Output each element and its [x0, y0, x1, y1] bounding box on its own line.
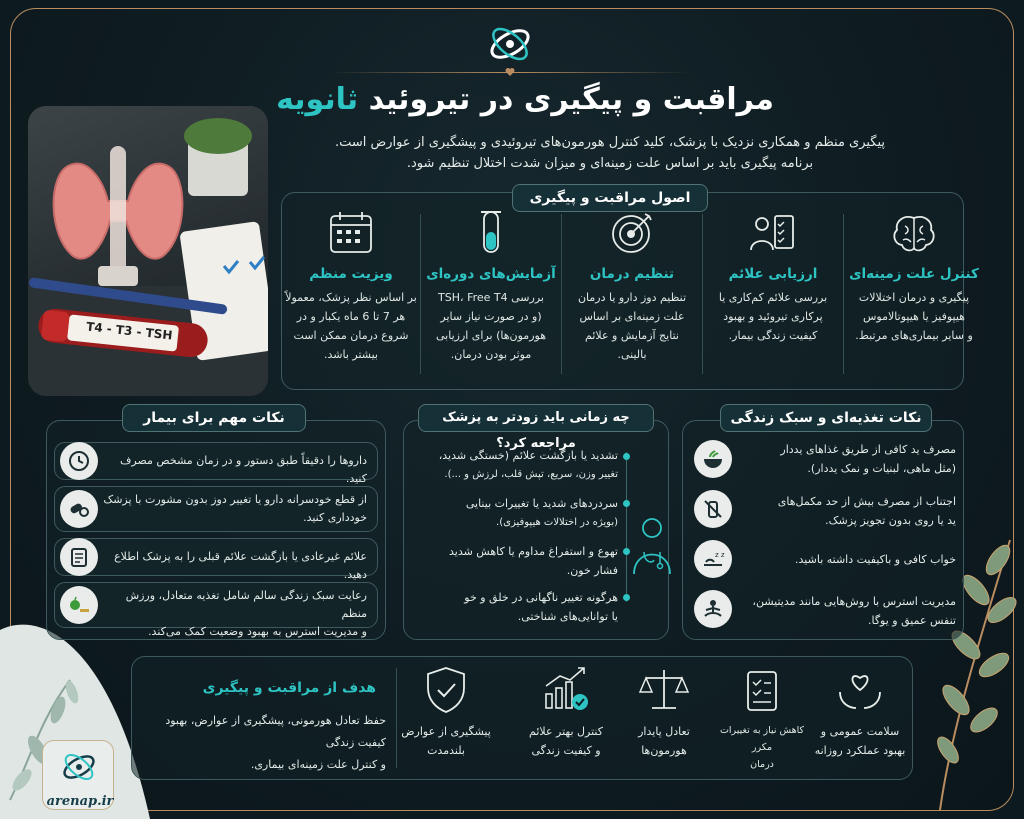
warning-line: (بویژه در اختلالات هیپوفیزی). — [496, 517, 618, 528]
tip-icon-bg — [60, 538, 98, 576]
shield-check-icon — [420, 664, 472, 716]
tip-text — [101, 452, 367, 488]
goal-text — [516, 722, 616, 760]
title-divider — [330, 72, 690, 73]
goal-item — [614, 664, 714, 760]
tip-line: رعایت سبک زندگی سالم شامل تغذیه متعادل، ورزش منظم — [125, 589, 367, 620]
principle-underlying-cause — [846, 210, 982, 345]
tube-label: T4 - T3 - TSH — [85, 319, 174, 343]
principle-line: علت زمینه‌ای بر اساس — [579, 310, 685, 323]
goal-text — [712, 722, 812, 773]
lifestyle-item — [738, 440, 956, 478]
warning-line: هرگونه تغییر ناگهانی در خلق و خو — [464, 591, 618, 604]
brand-name[interactable]: arenap.ir — [46, 794, 114, 809]
goals-desc-line: حفظ تعادل هورمونی، پیشگیری از عوارض، بهبود کیفیت زندگی — [165, 714, 386, 749]
sleep-icon — [701, 547, 725, 571]
warning-item — [412, 542, 618, 580]
heart-hands-icon — [834, 664, 886, 716]
principle-title: ارزیابی علائم — [728, 266, 818, 282]
timeline-dot — [623, 453, 630, 460]
tip-text — [101, 491, 367, 527]
goal-line: کنترل بهتر علائم — [529, 725, 603, 738]
target-icon — [607, 210, 657, 256]
lifestyle-icon-bg — [694, 540, 732, 578]
divider — [420, 214, 421, 374]
principle-title: آزمایش‌های دوره‌ای — [426, 266, 556, 282]
principle-line: کیفیت زندگی بیمار. — [728, 329, 818, 342]
test-tube-icon — [466, 210, 516, 256]
goal-line: سلامت عمومی و — [820, 725, 900, 738]
principle-line: هورمون‌ها) برای ارزیابی — [435, 329, 546, 342]
scale-icon — [638, 664, 690, 716]
brand-logo-icon — [43, 741, 115, 797]
goal-item — [810, 664, 910, 760]
lifestyle-item — [738, 550, 956, 569]
goals-desc-line: و کنترل علت زمینه‌ای بیماری. — [250, 758, 386, 771]
tip-text — [101, 587, 367, 641]
thyroid-photo — [28, 106, 268, 396]
page-title — [230, 82, 820, 117]
subtitle-line-1: پیگیری منظم و همکاری نزدیک با پزشک، کلید کنترل هورمون‌های تیروئیدی و پیشگیری از عوارض است. — [334, 135, 886, 150]
principle-line: بر اساس نظر پزشک، معمولاً — [285, 291, 417, 304]
principle-line: تنظیم دوز دارو یا درمان — [577, 291, 687, 304]
warning-line: تهوع و استفراغ مداوم یا کاهش شدید — [448, 545, 618, 558]
svg-text:z z: z z — [715, 551, 725, 559]
lifestyle-line: اجتناب از مصرف بیش از حد مکمل‌های — [777, 495, 956, 508]
goal-line: کاهش نیاز به تغییرات مکرر — [719, 725, 805, 753]
warning-line: تشدید یا بازگشت علائم (خستگی شدید، — [438, 449, 618, 462]
principle-regular-visit — [283, 210, 419, 364]
checklist-person-icon — [748, 210, 798, 256]
goal-line: بلندمدت — [427, 744, 465, 757]
timeline-dot — [623, 594, 630, 601]
lifestyle-line: تنفس عمیق و یوگا. — [867, 614, 956, 627]
clipboard-check-icon — [736, 664, 788, 716]
subtitle-line-2: برنامه پیگیری باید بر اساس علت زمینه‌ای و میزان شدت اختلال تنظیم شود. — [406, 156, 814, 171]
principle-treatment-adjustment — [564, 210, 700, 364]
warning-line: یا توانایی‌های شناختی. — [517, 610, 618, 623]
patient-tip-item — [54, 442, 378, 485]
warning-timeline — [626, 452, 627, 602]
principle-line: بیشتر باشد. — [324, 348, 378, 361]
lifestyle-icon-bg — [694, 490, 732, 528]
tip-line: از قطع خودسرانه دارو یا تغییر دوز بدون مشورت با پزشک — [103, 493, 367, 506]
goal-item — [396, 664, 496, 760]
lifestyle-item — [738, 492, 956, 530]
tip-icon-bg — [60, 586, 98, 624]
goals-description — [146, 710, 386, 776]
principle-title: تنظیم درمان — [589, 266, 675, 282]
principle-symptom-assessment — [705, 210, 841, 345]
tip-line: و مدیریت استرس به بهبود وضعیت کمک می‌کند. — [148, 625, 367, 638]
principle-text — [283, 288, 419, 364]
goal-item — [516, 664, 616, 760]
patient-tip-item — [54, 486, 378, 532]
warning-line: فشار خون. — [566, 564, 618, 577]
goals-title: هدف از مراقبت و پیگیری — [202, 680, 376, 696]
thyroid-illustration — [28, 106, 268, 396]
principle-line: هیپوفیز یا هیپوتالاموس — [863, 310, 965, 323]
lifestyle-icon-bg — [694, 440, 732, 478]
principle-line: بررسی TSH، Free T4 — [438, 291, 544, 304]
lifestyle-item — [738, 592, 956, 630]
principle-text — [564, 288, 700, 364]
lifestyle-line: ید یا روی بدون تجویز پزشک. — [825, 514, 956, 527]
tip-line: علائم غیرعادی یا بازگشت علائم قبلی را به پزشک اطلاع دهید. — [114, 550, 367, 581]
goal-line: درمان — [750, 759, 774, 770]
tip-icon-bg — [60, 490, 98, 528]
divider — [561, 214, 562, 374]
principle-line: شروع درمان ممکن است — [293, 329, 409, 342]
warning-title: چه زمانی باید زودتر به پزشک مراجعه کرد؟ — [418, 404, 654, 432]
doctor-icon — [630, 514, 674, 576]
lifestyle-line: (مثل ماهی، لبنیات و نمک یددار). — [807, 462, 956, 475]
divider — [702, 214, 703, 374]
principle-text — [423, 288, 559, 364]
goal-line: و کیفیت زندگی — [531, 744, 601, 757]
meditation-icon — [701, 597, 725, 621]
goal-line: پیشگیری از عوارض — [401, 725, 491, 738]
goal-text — [614, 722, 714, 760]
healthy-bowl-icon — [701, 447, 725, 471]
lifestyle-line: مصرف ید کافی از طریق غذاهای یددار — [780, 443, 956, 456]
warning-item — [412, 588, 618, 626]
patient-tips-title: نکات مهم برای بیمار — [122, 404, 306, 432]
principle-text — [846, 288, 982, 345]
goal-line: تعادل پایدار — [638, 725, 690, 738]
tip-icon-bg — [60, 442, 98, 480]
principle-line: پیگیری و درمان اختلالات — [858, 291, 970, 304]
goal-text — [396, 722, 496, 760]
title-accent: ثانویه — [276, 82, 359, 117]
tip-text — [101, 548, 367, 584]
apple-shoe-icon — [67, 593, 91, 617]
goal-text — [810, 722, 910, 760]
calendar-icon — [326, 210, 376, 256]
principle-title: کنترل علت زمینه‌ای — [849, 266, 979, 282]
page-subtitle — [270, 132, 950, 174]
patient-tip-item — [54, 582, 378, 638]
goal-item — [712, 664, 812, 773]
principle-line: موثر بودن درمان. — [450, 348, 532, 361]
warning-item — [412, 494, 618, 532]
logo-icon — [478, 16, 542, 80]
timeline-dot — [623, 548, 630, 555]
pills-icon — [67, 497, 91, 521]
timeline-dot — [623, 500, 630, 507]
lifestyle-line: خواب کافی و باکیفیت داشته باشید. — [795, 553, 956, 566]
principle-title: ویزیت منظم — [309, 266, 393, 282]
principle-line: هر 7 تا 6 ماه یکبار و در — [296, 310, 406, 323]
clipboard-icon — [67, 545, 91, 569]
principle-line: نتایج آزمایش و علائم — [585, 329, 679, 342]
goal-line: بهبود عملکرد روزانه — [814, 744, 906, 757]
title-main: مراقبت و پیگیری در تیروئید — [368, 82, 774, 117]
chart-up-icon — [540, 664, 592, 716]
principle-line: و سایر بیماری‌های مرتبط. — [855, 329, 973, 342]
lifestyle-icon-bg — [694, 590, 732, 628]
divider — [843, 214, 844, 374]
clock-icon — [67, 449, 91, 473]
patient-tip-item — [54, 538, 378, 581]
principle-line: پرکاری تیروئید و بهبود — [723, 310, 823, 323]
no-supplement-icon — [701, 497, 725, 521]
goal-line: هورمون‌ها — [641, 744, 687, 757]
tip-line: داروها را دقیقاً طبق دستور و در زمان مشخص مصرف کنید. — [120, 454, 367, 485]
lifestyle-title: نکات تغذیه‌ای و سبک زندگی — [720, 404, 932, 432]
principle-line: (و در صورت نیاز سایر — [440, 310, 542, 323]
principles-title: اصول مراقبت و پیگیری — [512, 184, 708, 212]
principle-line: بررسی علائم کم‌کاری یا — [718, 291, 828, 304]
warning-line: سردردهای شدید یا تغییرات بینایی — [465, 497, 618, 510]
lifestyle-line: مدیریت استرس با روش‌هایی مانند مدیتیشن، — [752, 595, 956, 608]
principle-periodic-tests — [423, 210, 559, 364]
tip-line: خودداری کنید. — [303, 511, 367, 524]
warning-line: تغییر وزن، سریع، تپش قلب، لرزش و ...). — [444, 469, 618, 480]
warning-item — [412, 446, 618, 484]
brain-icon — [889, 210, 939, 256]
principle-text — [705, 288, 841, 345]
principle-line: بالینی. — [617, 348, 647, 361]
